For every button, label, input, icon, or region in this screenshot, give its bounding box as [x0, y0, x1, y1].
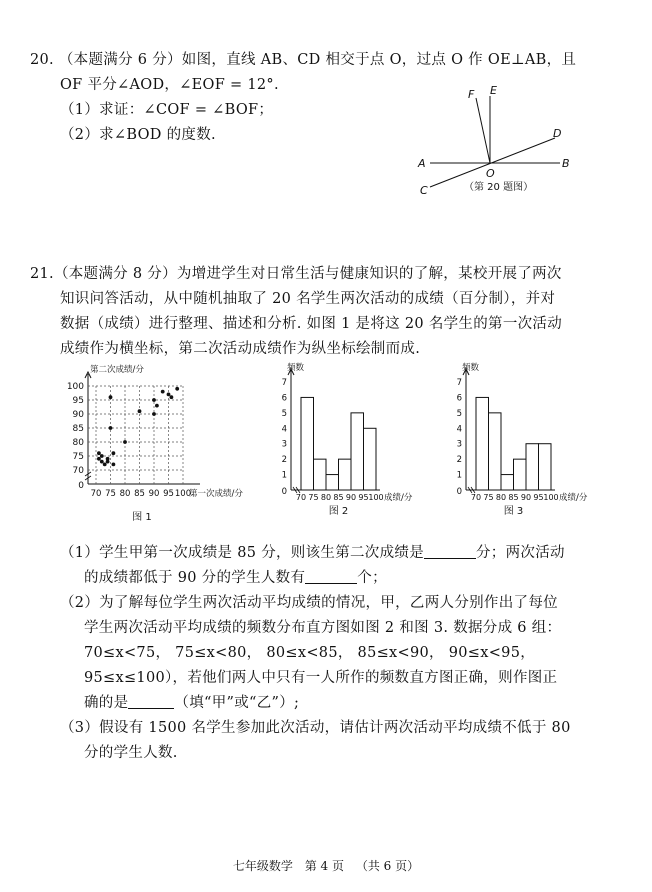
x-axis-label: 成绩/分: [384, 493, 413, 503]
x-tick-label: 80: [320, 493, 332, 502]
x-tick-label: 95: [163, 489, 174, 499]
x-tick-label: 85: [508, 493, 519, 502]
y-axis-label: 频数: [287, 363, 305, 373]
x-tick-label: 95: [358, 493, 369, 502]
y-tick-label: 3: [456, 439, 462, 450]
footer-page: 第 4 页: [304, 859, 344, 873]
data-point: [152, 412, 156, 416]
histogram-bar: [514, 459, 527, 490]
y-tick-label: 100: [66, 382, 84, 392]
ray-of: [476, 98, 490, 163]
data-point: [112, 451, 116, 455]
data-point: [138, 409, 142, 413]
y-axis-label: 频数: [462, 363, 480, 373]
figure-1-scatter-chart: [60, 360, 260, 530]
x-tick-label: 75: [105, 489, 116, 499]
answer-blank-correct-person[interactable]: [128, 694, 174, 709]
y-tick-label: 2: [456, 455, 462, 466]
x-tick-label: 75: [483, 493, 494, 502]
footer-subject: 七年级数学: [232, 859, 293, 873]
y-tick-label: 2: [281, 455, 287, 466]
y-tick-label: 5: [456, 408, 462, 419]
page-footer: [0, 857, 652, 874]
data-point: [167, 393, 171, 397]
label-b: B: [562, 157, 570, 170]
q21-p1b: 分；两次活动: [476, 545, 565, 561]
y-tick-label: 95: [72, 396, 84, 406]
y-tick-label: 5: [281, 408, 287, 419]
data-point: [109, 395, 113, 399]
data-point: [161, 390, 165, 394]
figure-2-histogram: [265, 360, 440, 530]
y-tick-label: 1: [281, 470, 287, 481]
y-tick-label: 85: [72, 424, 84, 434]
data-point: [106, 457, 110, 461]
histogram-bar: [476, 397, 489, 490]
data-point: [97, 451, 101, 455]
q21-line-3: 数据（成绩）进行整理、描述和分析. 如图 1 是将这 20 名学生的第一次活动: [60, 316, 563, 332]
x-tick-label: 90: [520, 493, 532, 502]
label-c: C: [420, 184, 428, 197]
data-point: [155, 404, 159, 408]
x-tick-label: 70: [470, 493, 482, 502]
label-f: F: [468, 88, 475, 101]
data-point: [175, 387, 179, 391]
y-tick-label: 4: [281, 424, 287, 435]
figure-3-histogram: [440, 360, 615, 530]
histogram-bar: [364, 428, 377, 490]
y-tick-label: 80: [72, 438, 84, 448]
x-tick-label: 100: [174, 489, 192, 499]
q21-part-3-line-2: 分的学生人数.: [84, 745, 178, 761]
y-tick-label: 90: [72, 410, 84, 420]
y-tick-label: 6: [281, 393, 287, 404]
data-point: [103, 463, 107, 467]
x-tick-label: 70: [295, 493, 307, 502]
x-tick-label: 70: [90, 489, 102, 499]
data-point: [112, 463, 116, 467]
x-tick-label: 75: [308, 493, 319, 502]
y-axis-label: 第二次成绩/分: [90, 365, 144, 375]
x-tick-label: 80: [495, 493, 507, 502]
data-point: [152, 398, 156, 402]
data-point: [97, 457, 101, 461]
y-tick-label: 6: [456, 393, 462, 404]
x-tick-label: 90: [345, 493, 357, 502]
chart-title: 图 1: [132, 512, 152, 523]
y-tick-label: 70: [72, 466, 84, 476]
histogram-bar: [501, 475, 514, 490]
origin-label: 0: [456, 487, 462, 497]
y-tick-label: 7: [456, 378, 462, 388]
chart-title: 图 2: [328, 506, 349, 517]
q21-line-1: 21.（本题满分 8 分）为增进学生对日常生活与健康知识的了解，某校开展了两次: [30, 266, 562, 282]
q21-part-3-line-1: （3）假设有 1500 名学生参加此次活动，请估计两次活动平均成绩不低于 80: [60, 720, 571, 736]
q21-part-2-line-2: 学生两次活动平均成绩的频数分布直方图如图 2 和图 3. 数据分成 6 组：: [84, 620, 562, 636]
q20-figure-caption: （第 20 题图）: [464, 182, 534, 193]
histogram-bar: [526, 444, 539, 490]
q21-p1d: 个；: [357, 570, 387, 586]
q21-part-2-line-4: 95≤x≤100），若他们两人中只有一人所作的频数直方图正确，则作图正: [84, 670, 558, 686]
q20-part-2: （2）求∠BOD 的度数.: [60, 127, 216, 143]
q21-p1c: 的成绩都低于 90 分的学生人数有: [84, 570, 306, 586]
x-axis-label: 第一次成绩/分: [189, 489, 243, 499]
histogram-bar: [301, 397, 314, 490]
label-o: O: [486, 167, 495, 180]
y-tick-label: 4: [456, 424, 462, 435]
x-tick-label: 85: [134, 489, 145, 499]
x-tick-label: 100: [543, 493, 559, 502]
histogram-bar: [314, 459, 327, 490]
histogram-bar: [339, 459, 352, 490]
x-axis-label: 成绩/分: [559, 493, 588, 503]
q21-part-2-line-1: （2）为了解每位学生两次活动平均成绩的情况，甲，乙两人分别作出了每位: [60, 595, 558, 611]
y-tick-label: 7: [281, 378, 287, 388]
q21-p2e: 确的是: [84, 695, 129, 711]
x-tick-label: 90: [148, 489, 160, 499]
data-point: [100, 460, 104, 464]
histogram-bar: [539, 444, 552, 490]
data-point: [100, 454, 104, 458]
q21-part-1-line-2: [84, 566, 387, 587]
x-tick-label: 80: [119, 489, 131, 499]
data-point: [170, 395, 174, 399]
q20-line-2: OF 平分∠AOD，∠EOF = 12°.: [60, 77, 279, 93]
data-point: [123, 440, 127, 444]
q21-part-1-line-1: [60, 541, 565, 562]
label-e: E: [490, 84, 497, 97]
answer-blank-second-score[interactable]: [424, 544, 476, 559]
origin-label: 0: [78, 481, 84, 491]
y-tick-label: 1: [456, 470, 462, 481]
x-tick-label: 100: [368, 493, 384, 502]
q20-geometry-figure: [410, 82, 580, 202]
y-tick-label: 3: [281, 439, 287, 450]
q21-line-4: 成绩作为横坐标，第二次活动成绩作为纵坐标绘制而成.: [60, 341, 421, 357]
q21-part-2-line-3: 70≤x<75， 75≤x<80， 80≤x<85， 85≤x<90， 90≤x<95，: [84, 645, 536, 661]
q21-p2f: （填“甲”或“乙”）;: [174, 695, 300, 711]
q20-line-1: 20. （本题满分 6 分）如图，直线 AB、CD 相交于点 O，过点 O 作 OE⊥AB，且: [30, 52, 577, 68]
chart-title: 图 3: [503, 506, 524, 517]
x-tick-label: 95: [533, 493, 544, 502]
y-tick-label: 75: [72, 452, 84, 462]
q20-part-1: （1）求证：∠COF = ∠BOF；: [60, 102, 274, 118]
footer-total: （共 6 页）: [355, 859, 420, 873]
answer-blank-count[interactable]: [305, 569, 357, 584]
histogram-bar: [326, 475, 339, 490]
x-tick-label: 85: [333, 493, 344, 502]
q21-part-2-line-5: [84, 691, 299, 712]
q21-line-2: 知识问答活动，从中随机抽取了 20 名学生两次活动的成绩（百分制），并对: [60, 291, 556, 307]
label-a: A: [418, 157, 426, 170]
label-d: D: [553, 127, 562, 140]
q21-p1a: （1）学生甲第一次成绩是 85 分，则该生第二次成绩是: [60, 545, 424, 561]
histogram-bar: [489, 413, 502, 490]
data-point: [109, 426, 113, 430]
histogram-bar: [351, 413, 364, 490]
origin-label: 0: [281, 487, 287, 497]
